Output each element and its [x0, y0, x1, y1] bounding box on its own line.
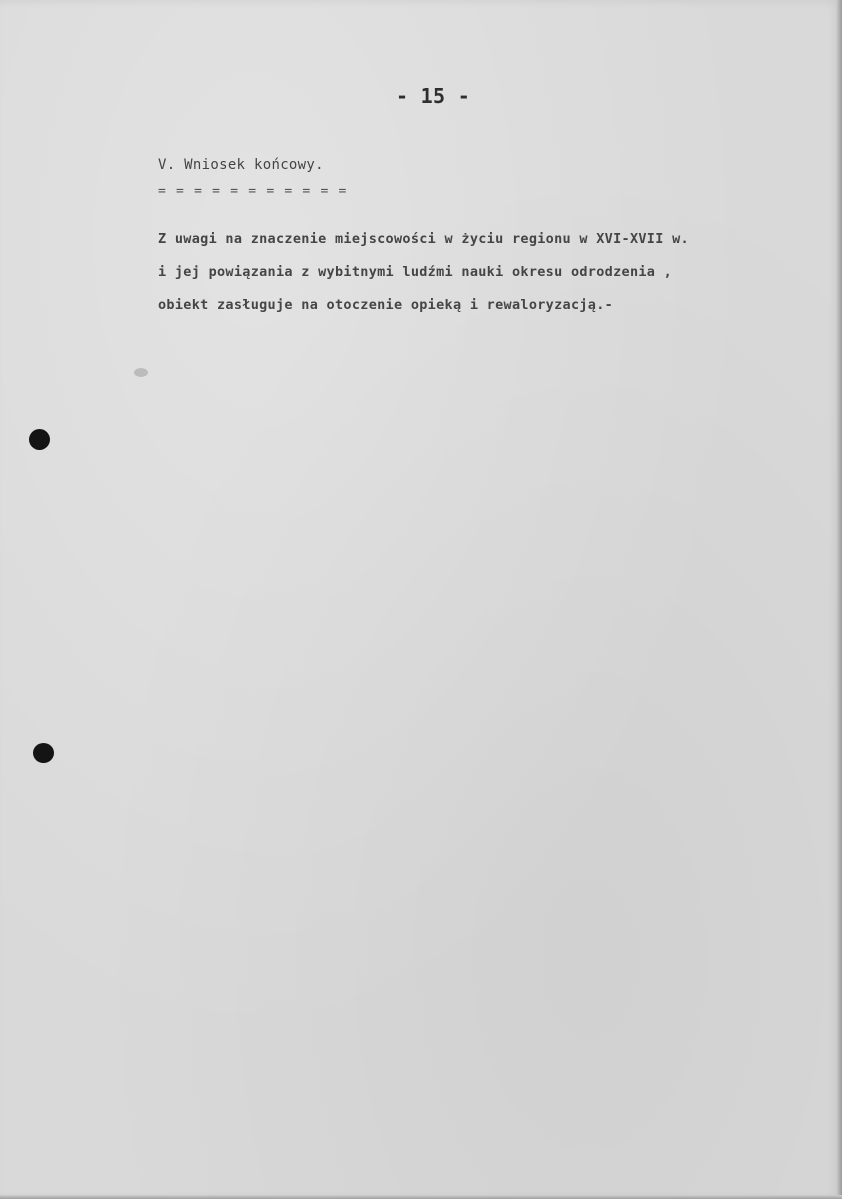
- body-line-2: i jej powiązania z wybitnymi ludźmi nauki okresu odrodzenia ,: [158, 264, 673, 280]
- paper-speck: [134, 368, 148, 377]
- heading-underline: = = = = = = = = = = =: [158, 184, 348, 199]
- punch-hole-bottom: [33, 743, 54, 763]
- body-line-1: Z uwagi na znaczenie miejscowości w życiu regionu w XVI-XVII w.: [158, 231, 689, 247]
- page-edge-bottom: [0, 1195, 842, 1199]
- punch-hole-top: [29, 429, 50, 450]
- page-number: - 15 -: [396, 84, 471, 108]
- section-heading: V. Wniosek końcowy.: [158, 157, 324, 173]
- page-edge-right: [836, 0, 842, 1199]
- body-line-3: obiekt zasługuje na otoczenie opieką i rewaloryzacją.-: [158, 297, 614, 313]
